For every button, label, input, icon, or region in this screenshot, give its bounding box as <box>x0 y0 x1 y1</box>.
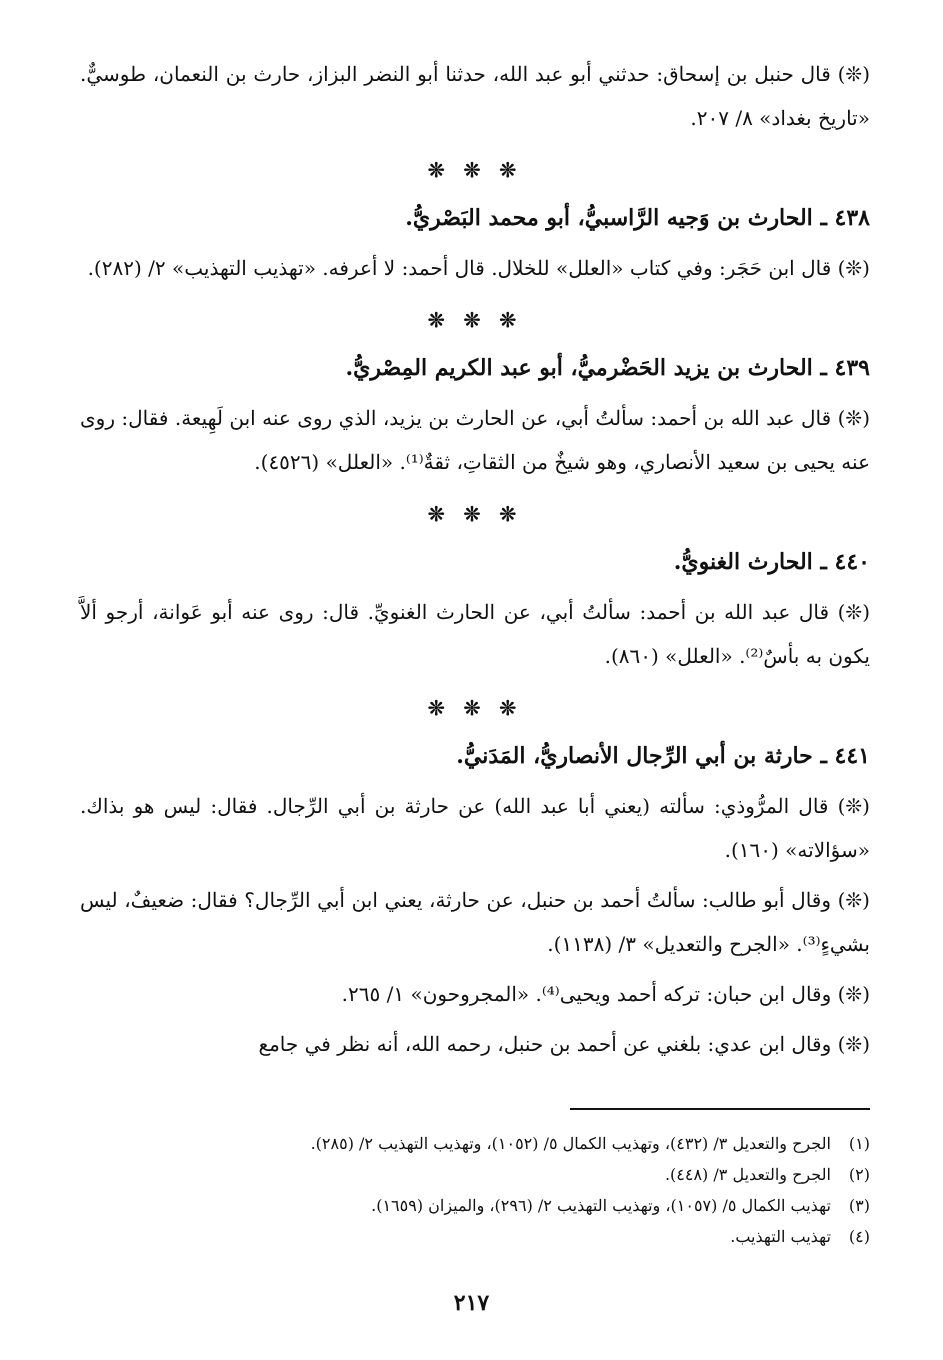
footnote-number: (٢) <box>848 1165 870 1184</box>
paragraph: (❊) وقال ابن حبان: تركه أحمد ويحيى⁽⁴⁾. «المجروحون» ١/ ٢٦٥. <box>341 982 870 1006</box>
section-separator: ❊ ❊ ❊ <box>427 158 523 182</box>
footnote <box>80 1221 870 1252</box>
footnote-number: (٣) <box>848 1196 870 1215</box>
paragraph: (❊) قال ابن حَجَر: وفي كتاب «العلل» للخلال. قال أحمد: لا أعرفه. «تهذيب التهذيب» ٢/ (٢٨٢). <box>87 256 870 280</box>
paragraph: (❊) قال حنبل بن إسحاق: حدثني أبو عبد الله، حدثنا أبو النضر البزاز، حارث بن النعمان، طوسيٌّ. «تاريخ بغداد» ٨/ ٢٠٧. <box>80 62 870 130</box>
footnote <box>80 1190 870 1221</box>
footnote-text: تهذيب التهذيب. <box>730 1227 831 1246</box>
page-number: ٢١٧ <box>453 1290 490 1316</box>
section-separator: ❊ ❊ ❊ <box>427 308 523 332</box>
entry-heading-438: ٤٣٨ ـ الحارث بن وَجيه الرَّاسبيُّ، أبو محمد البَصْريُّ. <box>405 205 870 231</box>
entry-heading-441: ٤٤١ ـ حارثة بن أبي الرِّجال الأنصاريُّ، المَدَنيُّ. <box>456 743 870 769</box>
paragraph: (❊) قال عبد الله بن أحمد: سألتُ أبي، عن الحارث بن يزيد، الذي روى عنه ابن لَهِيعة. فقال: روى عنه يحيى بن سعيد الأنصاري، وهو شيخٌ من الثقاتِ، ثقةٌ⁽¹⁾. «العلل» (٤٥٢٦). <box>80 406 870 474</box>
page-body <box>80 52 870 1072</box>
paragraph: (❊) قال المرُّوذي: سألته (يعني أبا عبد الله) عن حارثة بن أبي الرِّجال. فقال: ليس هو بذاك. «سؤالاته» (١٦٠). <box>80 794 870 862</box>
section-separator: ❊ ❊ ❊ <box>427 696 523 720</box>
paragraph: (❊) وقال أبو طالب: سألتُ أحمد بن حنبل، عن حارثة، يعني ابن أبي الرِّجال؟ فقال: ضعيفٌ، ليس بشيءٍ⁽³⁾. «الجرح والتعديل» ٣/ (١١٣٨). <box>80 888 870 956</box>
paragraph: (❊) وقال ابن عدي: بلغني عن أحمد بن حنبل، رحمه الله، أنه نظر في جامع <box>258 1032 870 1056</box>
footnote <box>80 1159 870 1190</box>
section-separator: ❊ ❊ ❊ <box>427 502 523 526</box>
footnotes <box>80 1108 870 1252</box>
footnote-number: (٤) <box>848 1227 870 1246</box>
footnote-text: الجرح والتعديل ٣/ (٤٤٨). <box>664 1165 831 1184</box>
paragraph: (❊) قال عبد الله بن أحمد: سألتُ أبي، عن الحارث الغنويِّ. قال: روى عنه أبو عَوانة، أرجو ألاَّ يكون به بأسٌ⁽²⁾. «العلل» (٨٦٠). <box>80 600 870 668</box>
footnote-number: (١) <box>848 1134 870 1153</box>
entry-heading-439: ٤٣٩ ـ الحارث بن يزيد الحَضْرميُّ، أبو عبد الكريم المِصْريُّ. <box>345 355 870 381</box>
footnote-text: الجرح والتعديل ٣/ (٤٣٢)، وتهذيب الكمال ٥/ (١٠٥٢)، وتهذيب التهذيب ٢/ (٢٨٥). <box>310 1134 831 1153</box>
entry-heading-440: ٤٤٠ ـ الحارث الغنويُّ. <box>673 549 870 575</box>
footnote-divider <box>570 1108 870 1110</box>
footnote-text: تهذيب الكمال ٥/ (١٠٥٧)، وتهذيب التهذيب ٢/ (٢٩٦)، والميزان (١٦٥٩). <box>371 1196 831 1215</box>
footnote <box>80 1128 870 1159</box>
